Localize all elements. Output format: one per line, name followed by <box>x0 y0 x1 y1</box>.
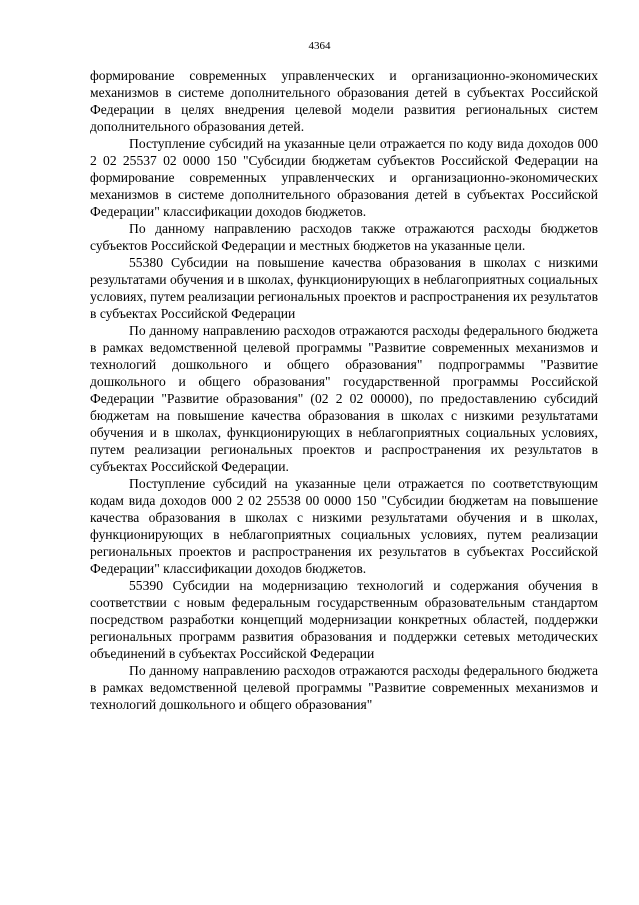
page-number: 4364 <box>308 40 331 52</box>
paragraph: формирование современных управленческих и организационно-экономических механизмов в системе дополнительного образования детей в субъектах Российской Федерации в целях внедрения целевой модели развития региональных систем дополнительного образования детей. <box>90 68 598 134</box>
paragraph: По данному направлению расходов отражаются расходы федерального бюджета в рамках ведомственной целевой программы "Развитие современных механизмов и технологий дошкольного и общего образования" <box>90 663 598 712</box>
section-heading-55380: 55380 Субсидии на повышение качества образования в школах с низкими результатами обучения и в школах, функционирующих в неблагоприятных социальных условиях, путем реализации региональных проектов и распространения их результатов в субъектах Российской Федерации <box>90 255 598 321</box>
paragraph: Поступление субсидий на указанные цели отражается по коду вида доходов 000 2 02 25537 02 0000 150 "Субсидии бюджетам субъектов Российской Федерации на формирование современных управленческих и организационно-экономических механизмов в системе дополнительного образования детей в субъектах Российской Федерации" классификации доходов бюджетов. <box>90 136 598 219</box>
paragraph: По данному направлению расходов также отражаются расходы бюджетов субъектов Российской Федерации и местных бюджетов на указанные цели. <box>90 221 598 253</box>
paragraph: Поступление субсидий на указанные цели отражается по соответствующим кодам вида доходов 000 2 02 25538 00 0000 150 "Субсидии бюджетам на повышение качества образования в школах с низкими результатами обучения и в школах, функционирующих в неблагоприятных социальных условиях, путем реализации региональных проектов и распространения их результатов в субъектах Российской Федерации" классификации доходов бюджетов. <box>90 476 598 576</box>
paragraph: По данному направлению расходов отражаются расходы федерального бюджета в рамках ведомственной целевой программы "Развитие современных механизмов и технологий дошкольного и общего образования" подпрограммы "Развитие дошкольного и общего образования" государственной программы Российской Федерации "Развитие образования" (02 2 02 00000), по предоставлению субсидий бюджетам на повышение качества образования в школах с низкими результатами обучения и в школах, функционирующих в неблагоприятных социальных условиях, путем реализации региональных проектов и распространения их результатов в субъектах Российской Федерации. <box>90 323 598 474</box>
document-body <box>90 67 598 713</box>
section-heading-55390: 55390 Субсидии на модернизацию технологий и содержания обучения в соответствии с новым федеральным государственным образовательным стандартом посредством разработки концепций модернизации конкретных областей, поддержки региональных программ развития образования и поддержки сетевых методических объединений в субъектах Российской Федерации <box>90 578 598 661</box>
